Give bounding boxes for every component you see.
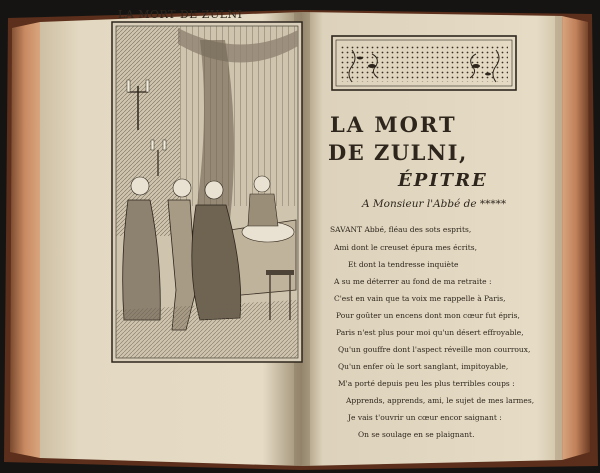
poem-line-6: Pour goûter un encens dont mon cœur fut épris,: [336, 311, 520, 320]
poem-line-13: On se soulage en se plaignant.: [358, 430, 475, 439]
right-page-edge: [562, 16, 590, 460]
running-head: LA MORT DE ZULNI: [118, 8, 243, 21]
ornament-band: [332, 36, 516, 90]
poem-line-5: C'est en vain que ta voix me rappelle à Paris,: [334, 294, 506, 303]
poem-line-9: Qu'un enfer où le sort sanglant, impitoyable,: [338, 362, 509, 371]
poem-line-12: Je vais t'ouvrir un cœur encor saignant :: [348, 413, 502, 422]
title-line-3: ÉPITRE: [398, 170, 488, 191]
poem-line-10: M'a porté depuis peu les plus terribles coups :: [338, 379, 515, 388]
poem-line-1: SAVANT Abbé, fléau des sots esprits,: [330, 225, 472, 234]
poem-line-2: Ami dont le creuset épura mes écrits,: [334, 243, 477, 252]
left-page-edge: [10, 22, 40, 458]
poem-line-8: Qu'un gouffre dont l'aspect réveille mon courroux,: [338, 345, 531, 354]
dedication: A Monsieur l'Abbé de *****: [362, 198, 507, 210]
poem-line-3: Et dont la tendresse inquiète: [348, 260, 459, 269]
frontispiece-engraving: [112, 22, 302, 362]
poem-line-11: Apprends, apprends, ami, le sujet de mes larmes,: [346, 396, 535, 405]
poem-line-4: A su me déterrer au fond de ma retraite :: [334, 277, 492, 286]
title-line-1: LA MORT: [330, 112, 457, 137]
poem-line-7: Paris n'est plus pour moi qu'un désert effroyable,: [336, 328, 524, 337]
title-line-2: DE ZULNI,: [328, 140, 468, 165]
